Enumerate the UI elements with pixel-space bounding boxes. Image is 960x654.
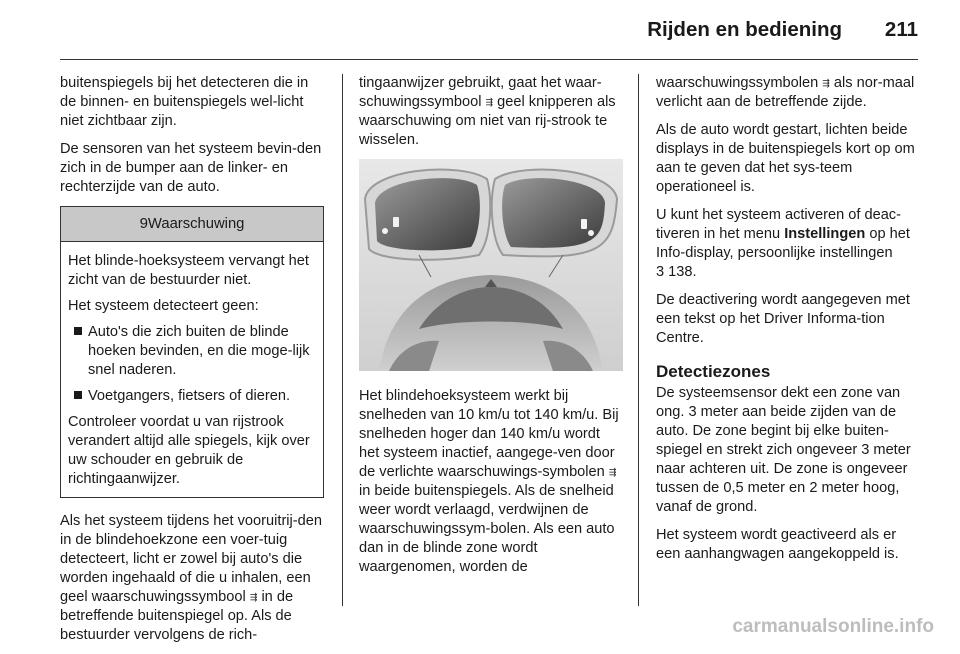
- paragraph: [656, 74, 922, 112]
- page-header: [0, 0, 960, 60]
- bullet-square-icon: [74, 327, 82, 335]
- warning-header: [61, 207, 323, 242]
- section-title: Detectiezones: [656, 362, 771, 381]
- warning-title: Waarschuwing: [147, 216, 245, 232]
- warning-text: Het systeem detecteert geen:: [68, 298, 259, 314]
- paragraph: buitenspiegels bij het detecteren die in de binnen- en buitenspiegels wel-licht niet zichtbaar zijn.: [60, 75, 309, 129]
- column-divider-1: [342, 74, 343, 606]
- warning-triangle-icon: 9: [139, 215, 148, 232]
- bullet-square-icon: [74, 391, 82, 399]
- page-reference: 3 138.: [656, 264, 697, 280]
- blind-spot-symbol-icon: ⇶: [249, 592, 258, 602]
- menu-name: Instellingen: [784, 226, 866, 242]
- paragraph-text: in beide buitenspiegels. Als de snelheid weer wordt verlaagd, verdwijnen de waarschuwingssym-bolen. Als een auto dan in de blinde zone wordt waargenomen, worden de: [359, 483, 615, 575]
- page-number: 211: [884, 18, 918, 41]
- paragraph-text: tingaanwijzer gebruikt, gaat het waar-schuwingssymbool: [359, 75, 602, 110]
- paragraph-text: U kunt het systeem activeren of deac-tiveren in het menu: [656, 207, 901, 242]
- paragraph-text: als nor-maal verlicht aan de betreffende zijde.: [656, 75, 915, 110]
- column-divider-2: [638, 74, 639, 606]
- blind-spot-symbol-icon: ⇶: [485, 97, 494, 107]
- warning-body: [61, 242, 323, 497]
- paragraph: [60, 512, 324, 645]
- header-rule: [60, 59, 918, 60]
- paragraph: De deactivering wordt aangegeven met een tekst op het Driver Informa-tion Centre.: [656, 292, 910, 346]
- blind-spot-symbol-icon: ⇶: [822, 78, 830, 88]
- warning-text: Het blinde-hoeksysteem vervangt het zicht van de bestuurder niet.: [68, 253, 309, 288]
- column-3: [656, 74, 922, 573]
- blind-spot-symbol-icon: ⇶: [608, 467, 617, 477]
- warning-bullet: [68, 387, 316, 406]
- paragraph: [656, 206, 922, 282]
- paragraph: De systeemsensor dekt een zone van ong. 3 meter aan beide zijden van de auto. De zone begint bij elke buiten-spiegel en strekt zich ongeveer 3 meter naar achteren uit. De zone is ongeveer tussen de 0,5 meter en 2 meter hoog, vanaf de grond.: [656, 385, 911, 515]
- paragraph: [359, 74, 623, 150]
- paragraph-text: geel knipperen als waarschuwing om niet van rij-strook te wisselen.: [359, 94, 616, 148]
- paragraph-text: in de betreffende buitenspiegel op. Als de bestuurder vervolgens de rich-: [60, 589, 294, 643]
- paragraph: De sensoren van het systeem bevin-den zich in de bumper aan de linker- en rechterzijde van de auto.: [60, 141, 322, 195]
- warning-text: Controleer voordat u van rijstrook verandert altijd alle spiegels, kijk over uw schouder en gebruik de richtingaanwijzer.: [68, 414, 310, 487]
- column-2: [359, 74, 623, 586]
- paragraph-text: op het Info-display, persoonlijke instellingen: [656, 226, 910, 261]
- watermark: carmanualsonline.info: [732, 616, 934, 637]
- bullet-text: Auto's die zich buiten de blinde hoeken bevinden, en die moge-lijk snel naderen.: [88, 324, 310, 378]
- paragraph: Als de auto wordt gestart, lichten beide displays in de buitenspiegels kort op om aan te geven dat het sys-teem operationeel is.: [656, 122, 915, 195]
- bullet-text: Voetgangers, fietsers of dieren.: [88, 388, 291, 404]
- paragraph-text: Als het systeem tijdens het vooruitrij-den in de blindehoekzone een voer-tuig detecteert, licht er zowel bij auto's die worden ingehaald of die u inhalen, een geel waarschuwingssymbool: [60, 513, 322, 605]
- chapter-title: Rijden en bediening: [647, 18, 842, 41]
- car-mirrors-image: [359, 159, 623, 371]
- paragraph-text: waarschuwingssymbolen: [656, 75, 819, 91]
- column-1: [60, 74, 324, 654]
- paragraph: Het systeem wordt geactiveerd als er een aanhangwagen aangekoppeld is.: [656, 527, 899, 562]
- paragraph: [359, 387, 623, 577]
- mirror-illustration: [359, 159, 623, 371]
- paragraph-text: Het blindehoeksysteem werkt bij snelheden van 10 km/u tot 140 km/u. Bij snelheden hoger dan 140 km/u wordt het systeem inactief, aangege-ven door de verlichte waarschuwings-symbolen: [359, 388, 619, 480]
- warning-bullet: [68, 323, 316, 380]
- warning-box: [60, 206, 324, 498]
